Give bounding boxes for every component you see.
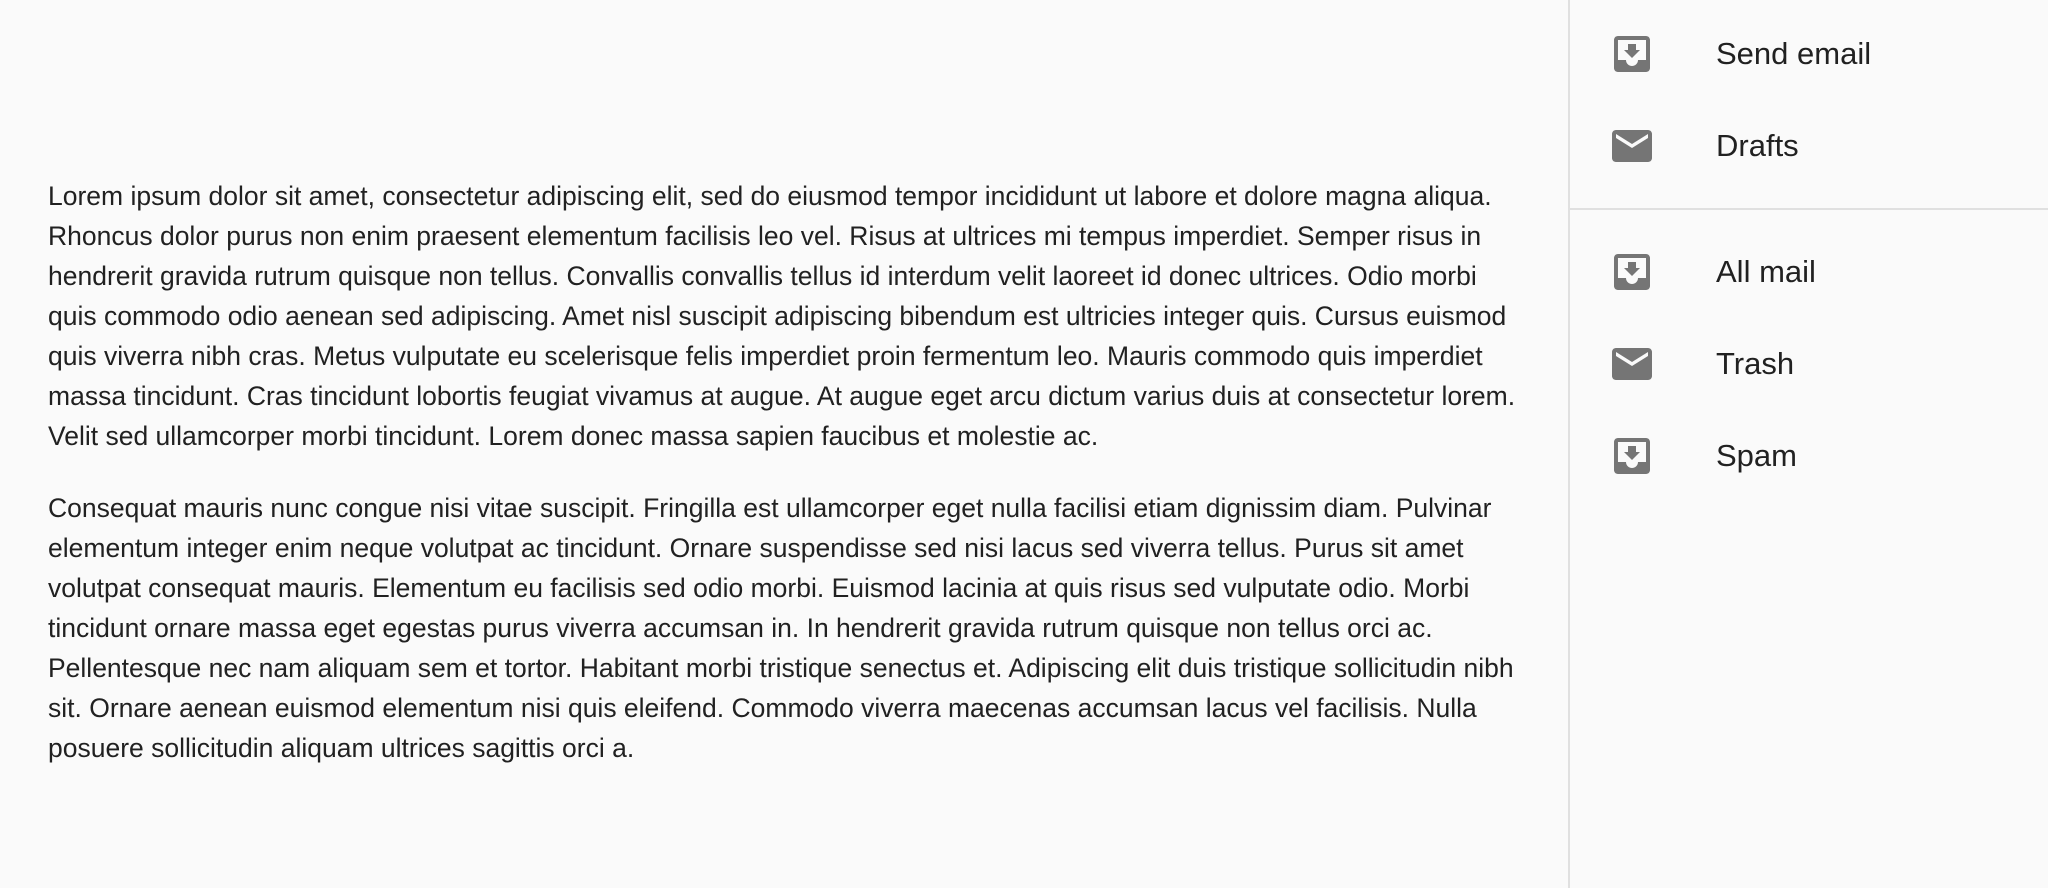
article-body (48, 176, 1528, 800)
drawer-item-label: All mail (1716, 254, 1816, 289)
move-to-inbox-icon (1608, 248, 1656, 296)
drawer-list-primary (1570, 0, 2048, 192)
move-to-inbox-icon (1608, 432, 1656, 480)
navigation-drawer (1568, 0, 2048, 888)
drawer-item-label: Send email (1716, 36, 1872, 71)
drawer-divider (1570, 208, 2048, 210)
drawer-item-label: Spam (1716, 438, 1797, 473)
drawer-item-label: Trash (1716, 346, 1795, 381)
mail-icon (1608, 340, 1656, 388)
paragraph: Lorem ipsum dolor sit amet, consectetur adipiscing elit, sed do eiusmod tempor incididunt ut labore et dolore magna aliqua. Rhoncus dolor purus non enim praesent elementum facilisis leo vel. Risus at ultrices mi tempus imperdiet. Semper risus in hendrerit gravida rutrum quisque non tellus. Convallis convallis tellus id interdum velit laoreet id donec ultrices. Odio morbi quis commodo odio aenean sed adipiscing. Amet nisl suscipit adipiscing bibendum est ultricies integer quis. Cursus euismod quis viverra nibh cras. Metus vulputate eu scelerisque felis imperdiet proin fermentum leo. Mauris commodo quis imperdiet massa tincidunt. Cras tincidunt lobortis feugiat vivamus at augue. At augue eget arcu dictum varius duis at consectetur lorem. Velit sed ullamcorper morbi tincidunt. Lorem donec massa sapien faucibus et molestie ac. (48, 181, 1516, 451)
drawer-item-label: Drafts (1716, 128, 1799, 163)
drawer-item-trash[interactable] (1570, 318, 2048, 410)
drawer-item-drafts[interactable] (1570, 100, 2048, 192)
drawer-item-send-email[interactable] (1570, 8, 2048, 100)
move-to-inbox-icon (1608, 30, 1656, 78)
drawer-item-all-mail[interactable] (1570, 226, 2048, 318)
mail-icon (1608, 122, 1656, 170)
drawer-item-spam[interactable] (1570, 410, 2048, 502)
drawer-list-secondary (1570, 226, 2048, 502)
paragraph: Consequat mauris nunc congue nisi vitae suscipit. Fringilla est ullamcorper eget nulla facilisi etiam dignissim diam. Pulvinar elementum integer enim neque volutpat ac tincidunt. Ornare suspendisse sed nisi lacus sed viverra tellus. Purus sit amet volutpat consequat mauris. Elementum eu facilisis sed odio morbi. Euismod lacinia at quis risus sed vulputate odio. Morbi tincidunt ornare massa eget egestas purus viverra accumsan in. In hendrerit gravida rutrum quisque non tellus orci ac. Pellentesque nec nam aliquam sem et tortor. Habitant morbi tristique senectus et. Adipiscing elit duis tristique sollicitudin nibh sit. Ornare aenean euismod elementum nisi quis eleifend. Commodo viverra maecenas accumsan lacus vel facilisis. Nulla posuere sollicitudin aliquam ultrices sagittis orci a. (48, 493, 1514, 763)
